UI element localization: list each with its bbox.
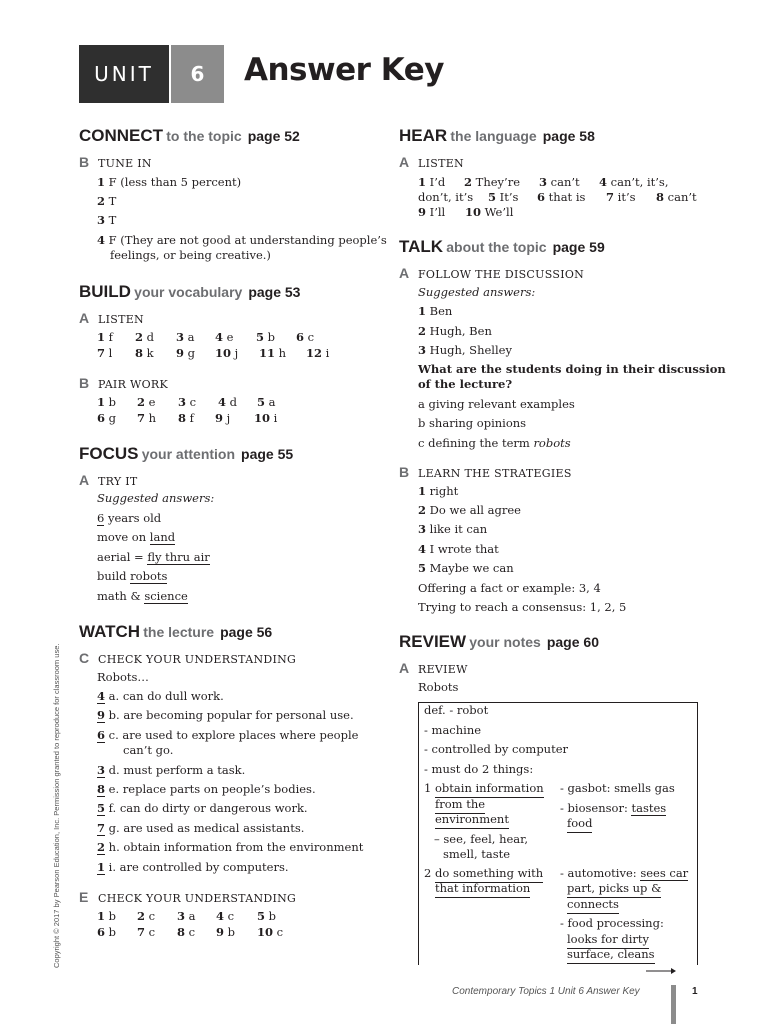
instructions: Suggested answers:	[97, 491, 215, 505]
activity-tune-in: B TUNE IN	[79, 154, 152, 170]
note-number: 1	[424, 781, 432, 795]
list-item: 3 like it can	[418, 522, 488, 536]
list-item: 1 right	[418, 484, 459, 498]
activity-listen: A LISTEN	[399, 154, 464, 170]
list-item: 4 F (They are not good at understanding people’s	[97, 233, 387, 247]
question: of the lecture?	[418, 377, 513, 391]
list-item: 1 F (less than 5 percent)	[97, 175, 242, 189]
section-talk: TALK about the topic page 59	[399, 237, 605, 256]
list-item: c defining the term robots	[418, 436, 571, 450]
note-line: - gasbot: smells gas	[560, 781, 675, 795]
answer-line: math & science	[97, 589, 188, 603]
list-item: 2 h. obtain information from the environment	[97, 840, 364, 854]
answer-line: aerial = fly thru air	[97, 550, 210, 564]
list-item: 2 T	[97, 194, 117, 208]
list-item: 1 i. are controlled by computers.	[97, 860, 289, 874]
summary-line: Offering a fact or example: 3, 4	[418, 581, 601, 595]
question: What are the students doing in their discussion	[418, 362, 726, 376]
note-line: food	[567, 816, 592, 833]
section-watch: WATCH the lecture page 56	[79, 622, 273, 641]
list-item: 3 d. must perform a task.	[97, 763, 246, 777]
list-item: b sharing opinions	[418, 416, 527, 430]
note-line: from the	[435, 797, 485, 814]
note-line: - biosensor: tastes	[560, 801, 667, 815]
activity-try-it: A TRY IT	[79, 472, 138, 488]
note-line: - food processing:	[560, 916, 664, 930]
list-item-continued: can’t go.	[123, 743, 174, 757]
instructions: Robots…	[97, 670, 149, 684]
list-item: 2 Do we all agree	[418, 503, 521, 517]
list-item: 6 c. are used to explore places where people	[97, 728, 359, 742]
section-build: BUILD your vocabulary page 53	[79, 282, 301, 301]
footer-text: Contemporary Topics 1 Unit 6 Answer Key	[452, 986, 640, 997]
note-number: 2	[424, 866, 432, 880]
note-line: - machine	[424, 723, 482, 737]
note-line: - must do 2 things:	[424, 762, 534, 776]
note-line: part, picks up &	[567, 881, 661, 898]
note-line: looks for dirty	[567, 932, 649, 949]
copyright-notice: Copyright © 2017 by Pearson Education, Inc. Permission granted to reproduce for classroom use.	[52, 643, 61, 968]
section-focus: FOCUS your attention page 55	[79, 444, 294, 463]
instructions: Suggested answers:	[418, 285, 536, 299]
list-item: 4 I wrote that	[418, 542, 499, 556]
note-line: that information	[435, 881, 530, 898]
note-line: def. - robot	[424, 703, 489, 717]
section-hear: HEAR the language page 58	[399, 126, 595, 145]
answer-line: 6 years old	[97, 511, 162, 525]
note-line: environment	[435, 812, 509, 829]
note-line: surface, cleans	[567, 947, 655, 964]
activity-pair-work: B PAIR WORK	[79, 375, 168, 391]
page-title: Answer Key	[244, 52, 444, 88]
list-item-continued: feelings, or being creative.)	[110, 248, 271, 262]
note-line: obtain information	[435, 781, 544, 798]
list-item: 3 Hugh, Shelley	[418, 343, 512, 357]
activity-listen: A LISTEN	[79, 310, 144, 326]
note-line: do something with	[435, 866, 543, 883]
answer-line: build robots	[97, 569, 168, 583]
notes-topic: Robots	[418, 680, 459, 694]
list-item: 1 Ben	[418, 304, 453, 318]
summary-line: Trying to reach a consensus: 1, 2, 5	[418, 600, 627, 614]
list-item: 8 e. replace parts on people’s bodies.	[97, 782, 316, 796]
note-line: smell, taste	[443, 847, 511, 861]
list-item: a giving relevant examples	[418, 397, 575, 411]
activity-follow-discussion: A FOLLOW THE DISCUSSION	[399, 265, 585, 281]
arrow-right-icon	[645, 966, 677, 976]
list-item: 4 a. can do dull work.	[97, 689, 224, 703]
note-line: connects	[567, 897, 619, 914]
section-connect: CONNECT to the topic page 52	[79, 126, 300, 145]
note-line: - automotive: sees car	[560, 866, 689, 880]
page-number: 1	[692, 986, 698, 997]
list-item: 9 b. are becoming popular for personal use.	[97, 708, 354, 722]
list-item: 5 f. can do dirty or dangerous work.	[97, 801, 308, 815]
note-line: – see, feel, hear,	[434, 832, 529, 846]
activity-check-understanding: C CHECK YOUR UNDERSTANDING	[79, 650, 297, 666]
section-review: REVIEW your notes page 60	[399, 632, 599, 651]
list-item: 2 Hugh, Ben	[418, 324, 492, 338]
footer-divider	[671, 985, 676, 1024]
activity-check-understanding-e: E CHECK YOUR UNDERSTANDING	[79, 889, 297, 905]
list-item: 5 Maybe we can	[418, 561, 514, 575]
note-line: - controlled by computer	[424, 742, 569, 756]
unit-label: UNIT	[79, 45, 169, 103]
list-item: 3 T	[97, 213, 117, 227]
list-item: 7 g. are used as medical assistants.	[97, 821, 305, 835]
activity-learn-strategies: B LEARN THE STRATEGIES	[399, 464, 572, 480]
activity-review: A REVIEW	[399, 660, 468, 676]
unit-number: 6	[171, 45, 224, 103]
answer-line: move on land	[97, 530, 176, 544]
